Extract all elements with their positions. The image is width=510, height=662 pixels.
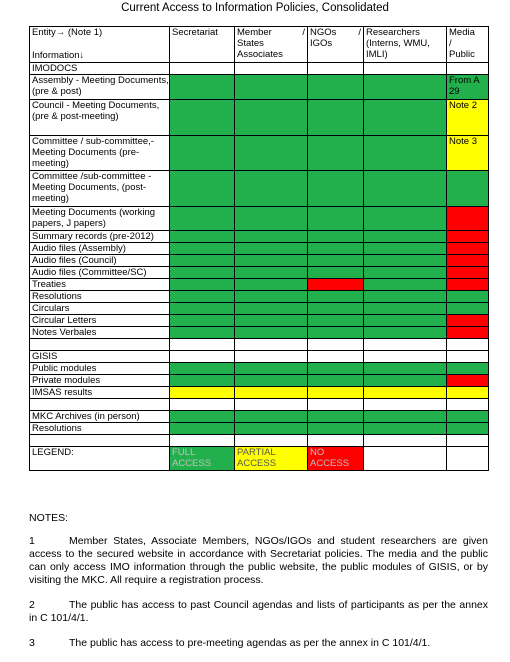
- access-cell-partial: [447, 387, 489, 399]
- access-cell-full: [235, 100, 308, 136]
- access-cell-full: [170, 243, 235, 255]
- access-cell-full: [364, 375, 447, 387]
- access-cell-full: [364, 243, 447, 255]
- access-cell-full: [170, 75, 235, 100]
- table-row: [30, 279, 489, 291]
- access-cell-none: [447, 243, 489, 255]
- row-label-audio-assembly: Audio files (Assembly): [30, 243, 170, 255]
- access-cell: [170, 63, 235, 75]
- table-header-row: [30, 27, 489, 63]
- table-row: [30, 136, 489, 171]
- header-associates-word: Associates: [237, 49, 283, 60]
- access-cell: [235, 351, 308, 363]
- table-row-empty: [30, 399, 489, 411]
- table-row: [30, 327, 489, 339]
- access-cell-full: [235, 267, 308, 279]
- header-researchers-detail: (Interns, WMU,: [366, 38, 430, 49]
- access-cell-full: [170, 279, 235, 291]
- access-cell-full: [170, 375, 235, 387]
- note-1-number: 1: [29, 535, 35, 547]
- header-entity: Entity→ (Note 1): [32, 27, 103, 38]
- note-3: [29, 637, 488, 650]
- access-cell: [364, 63, 447, 75]
- header-ngos-igos: [308, 27, 364, 63]
- access-cell-full: [308, 75, 364, 100]
- access-cell: [447, 351, 489, 363]
- table-row-empty: [30, 339, 489, 351]
- access-cell-partial: [170, 387, 235, 399]
- row-label-circulars: Circulars: [30, 303, 170, 315]
- row-label-resolutions: Resolutions: [30, 291, 170, 303]
- access-cell-full: [170, 315, 235, 327]
- note-3-number: 3: [29, 637, 35, 649]
- access-cell-full: [364, 255, 447, 267]
- access-cell-full: [364, 291, 447, 303]
- access-cell-full: [308, 267, 364, 279]
- notes-section: [29, 512, 488, 662]
- header-researchers-imli: IMLI): [366, 49, 388, 60]
- header-researchers: [364, 27, 447, 63]
- row-label-audio-committee: Audio files (Committee/SC): [30, 267, 170, 279]
- access-cell-full: [308, 136, 364, 171]
- row-label-assembly: Assembly - Meeting Documents, (pre & post): [30, 75, 170, 100]
- header-member-slash: /: [302, 27, 305, 38]
- note-3-text: The public has access to pre-meeting agendas as per the annex in C 101/4/1.: [69, 637, 431, 649]
- row-label-working-papers: Meeting Documents (working papers, J papers): [30, 207, 170, 231]
- table-row: [30, 75, 489, 100]
- table-row: [30, 423, 489, 435]
- access-cell-full: [308, 411, 364, 423]
- access-cell-full: [170, 411, 235, 423]
- access-cell-full: [447, 363, 489, 375]
- access-cell-full: [364, 171, 447, 207]
- access-cell-full: [308, 255, 364, 267]
- access-cell-full: [308, 100, 364, 136]
- access-cell-full: [308, 375, 364, 387]
- row-label-council: Council - Meeting Documents, (pre & post-meeting): [30, 100, 170, 136]
- access-cell-full: [364, 411, 447, 423]
- access-cell-none: [447, 279, 489, 291]
- row-label-audio-council: Audio files (Council): [30, 255, 170, 267]
- access-cell-full: [170, 100, 235, 136]
- access-cell-full: [308, 363, 364, 375]
- access-cell-full: [235, 243, 308, 255]
- access-cell-full: [364, 207, 447, 231]
- row-label-summary-records: Summary records (pre-2012): [30, 231, 170, 243]
- legend-empty-cell: [447, 447, 489, 471]
- access-cell-full: [170, 171, 235, 207]
- access-cell-full: [235, 327, 308, 339]
- access-cell-partial-note: Note 2: [447, 100, 489, 136]
- access-cell-full: [308, 423, 364, 435]
- table-row-empty: [30, 435, 489, 447]
- table-row: [30, 315, 489, 327]
- access-cell-partial-note: Note 3: [447, 136, 489, 171]
- access-cell-full: [170, 267, 235, 279]
- section-label-imodocs: IMODOCS: [30, 63, 170, 75]
- page-title: Current Access to Information Policies, Consolidated: [121, 2, 389, 14]
- access-cell-none: [447, 267, 489, 279]
- header-researchers-word: Researchers: [366, 27, 420, 38]
- header-public-word: Public: [449, 49, 475, 60]
- access-cell-none: [447, 255, 489, 267]
- access-cell-full: [170, 327, 235, 339]
- note-2-text: The public has access to past Council agendas and lists of participants as per the annex in C 101/4/1.: [29, 599, 488, 624]
- access-cell-partial: [235, 387, 308, 399]
- table-row: [30, 207, 489, 231]
- table-row: [30, 171, 489, 207]
- table-row: [30, 387, 489, 399]
- header-media-public: [447, 27, 489, 63]
- access-cell-full: [447, 411, 489, 423]
- header-member-word: Member: [237, 27, 272, 38]
- access-cell-full: [364, 327, 447, 339]
- table-row: [30, 303, 489, 315]
- header-ngos-word: NGOs: [310, 27, 337, 38]
- access-cell-full: [235, 411, 308, 423]
- access-cell-full: [235, 75, 308, 100]
- access-cell-full: [364, 267, 447, 279]
- access-cell: [235, 63, 308, 75]
- access-cell-full-note: From A 29: [447, 75, 489, 100]
- access-cell-full: [364, 231, 447, 243]
- access-cell-full: [364, 363, 447, 375]
- legend-empty-cell: [364, 447, 447, 471]
- header-media-word: Media: [449, 27, 475, 38]
- section-label-gisis: GISIS: [30, 351, 170, 363]
- note-2: [29, 599, 488, 625]
- access-cell-full: [235, 231, 308, 243]
- access-cell-full: [235, 375, 308, 387]
- access-cell-full: [308, 327, 364, 339]
- access-cell-none: [447, 375, 489, 387]
- access-cell-full: [235, 207, 308, 231]
- row-label-committee-post: Committee /sub-committee - Meeting Documents, (post-meeting): [30, 171, 170, 207]
- table-row: [30, 100, 489, 136]
- note-1-text: Member States, Associate Members, NGOs/IGOs and student researchers are given access to the secured website in accordance with Secretariat policies. The media and the public can only access IMO information through the public website, the public modules of GISIS, or by visiting the MKC. All require a registration process.: [29, 535, 488, 586]
- access-cell-full: [364, 303, 447, 315]
- row-label-imsas-results: IMSAS results: [30, 387, 170, 399]
- legend-label: LEGEND:: [30, 447, 170, 471]
- access-cell: [170, 351, 235, 363]
- access-cell: [447, 63, 489, 75]
- access-cell-none: [447, 231, 489, 243]
- access-cell-full: [308, 207, 364, 231]
- access-cell-full: [364, 136, 447, 171]
- access-cell-full: [308, 315, 364, 327]
- row-label-notes-verbales: Notes Verbales: [30, 327, 170, 339]
- header-media-slash: /: [449, 38, 452, 49]
- header-secretariat: Secretariat: [170, 27, 235, 63]
- access-cell-full: [170, 363, 235, 375]
- row-label-treaties: Treaties: [30, 279, 170, 291]
- access-cell-full: [170, 303, 235, 315]
- access-cell: [308, 351, 364, 363]
- access-cell-full: [235, 423, 308, 435]
- access-cell-full: [170, 423, 235, 435]
- row-label-private-modules: Private modules: [30, 375, 170, 387]
- access-cell-full: [170, 255, 235, 267]
- access-cell-full: [447, 291, 489, 303]
- access-cell-full: [235, 303, 308, 315]
- access-cell-full: [235, 315, 308, 327]
- header-igos-word: IGOs: [310, 38, 333, 49]
- table-row: [30, 363, 489, 375]
- access-cell-full: [364, 75, 447, 100]
- header-states-word: States: [237, 38, 264, 49]
- table-row: [30, 351, 489, 363]
- table-row: [30, 267, 489, 279]
- access-cell-full: [235, 255, 308, 267]
- table-row: [30, 63, 489, 75]
- header-ngos-slash: /: [358, 27, 361, 38]
- access-cell: [364, 351, 447, 363]
- row-label-mkc-archives: MKC Archives (in person): [30, 411, 170, 423]
- access-cell-full: [447, 423, 489, 435]
- access-cell-full: [235, 363, 308, 375]
- access-cell-full: [235, 279, 308, 291]
- access-cell-full: [235, 136, 308, 171]
- header-member-states: [235, 27, 308, 63]
- access-cell: [308, 63, 364, 75]
- access-cell-partial: [364, 387, 447, 399]
- row-label-mkc-resolutions: Resolutions: [30, 423, 170, 435]
- access-cell-full: [364, 100, 447, 136]
- legend-row: [30, 447, 489, 471]
- legend-full-access: FULL ACCESS: [170, 447, 235, 471]
- access-cell-none: [447, 207, 489, 231]
- access-cell-full: [170, 136, 235, 171]
- row-label-public-modules: Public modules: [30, 363, 170, 375]
- access-cell-full: [170, 207, 235, 231]
- access-cell-full: [308, 291, 364, 303]
- access-cell-full: [235, 171, 308, 207]
- table-row: [30, 291, 489, 303]
- access-cell-full: [170, 231, 235, 243]
- access-cell-partial: [308, 387, 364, 399]
- row-label-committee-pre: Committee / sub-committee,- Meeting Documents (pre-meeting): [30, 136, 170, 171]
- access-cell-full: [447, 303, 489, 315]
- header-entity-information: [30, 27, 170, 63]
- access-cell-none: [447, 327, 489, 339]
- access-cell-full: [364, 279, 447, 291]
- access-cell-full: [235, 291, 308, 303]
- table-row: [30, 411, 489, 423]
- header-information: Information↓: [32, 50, 85, 61]
- access-cell-full: [308, 231, 364, 243]
- row-label-circular-letters: Circular Letters: [30, 315, 170, 327]
- legend-partial-access: PARTIAL ACCESS: [235, 447, 308, 471]
- table-row: [30, 231, 489, 243]
- note-2-number: 2: [29, 599, 35, 611]
- access-cell-none: [308, 279, 364, 291]
- notes-heading: NOTES:: [29, 512, 69, 524]
- access-cell-full: [308, 243, 364, 255]
- access-cell-full: [170, 291, 235, 303]
- table-row: [30, 243, 489, 255]
- access-cell-full: [364, 423, 447, 435]
- access-policy-table: [29, 26, 489, 471]
- table-row: [30, 255, 489, 267]
- access-cell-full: [364, 315, 447, 327]
- legend-no-access: NO ACCESS: [308, 447, 364, 471]
- access-cell-none: [447, 315, 489, 327]
- access-cell-full: [447, 171, 489, 207]
- access-cell-full: [308, 303, 364, 315]
- table-row: [30, 375, 489, 387]
- access-cell-full: [308, 171, 364, 207]
- note-1: [29, 535, 488, 587]
